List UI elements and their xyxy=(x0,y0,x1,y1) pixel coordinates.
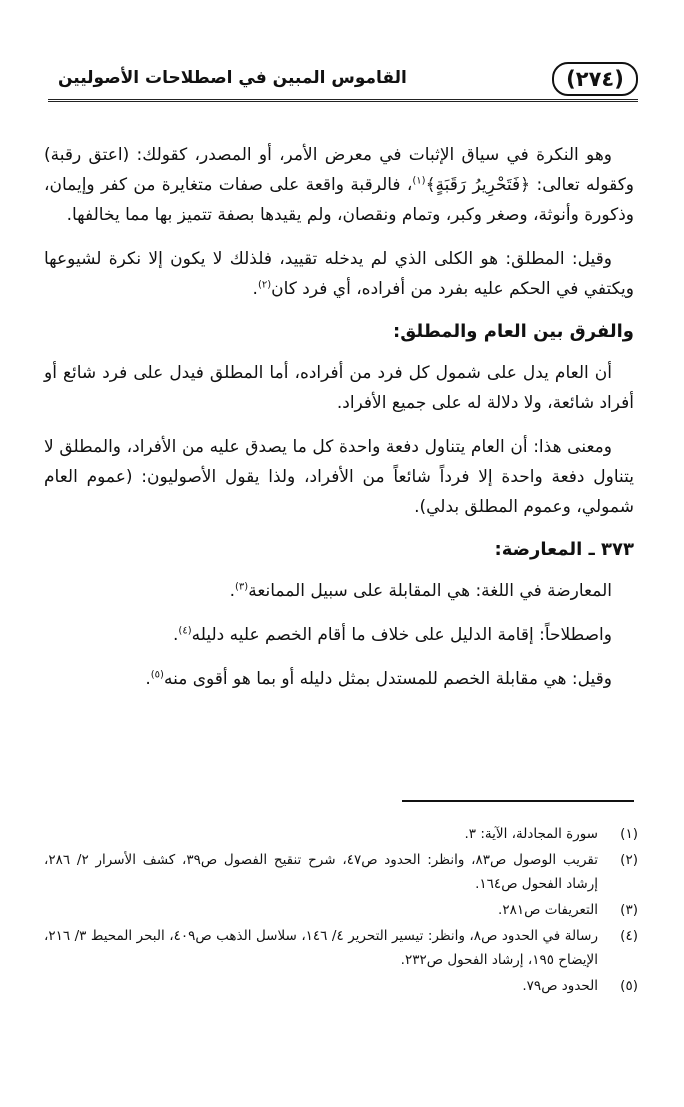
footnote-text: الحدود ص٧٩. xyxy=(522,978,598,994)
footnote-number: (٣) xyxy=(620,902,638,918)
footnote-item xyxy=(44,822,638,846)
footnote-text: تقريب الوصول ص٨٣، وانظر: الحدود ص٤٧، شرح تنقيح الفصول ص٣٩، كشف الأسرار ٢/ ٢٨٦، إرشاد الفحول ص١٦٤. xyxy=(44,852,598,892)
footnote-item xyxy=(44,898,638,922)
footnote-ref-4[interactable]: (٤) xyxy=(178,625,192,637)
footnote-ref-3[interactable]: (٣) xyxy=(235,581,249,593)
paragraph-1: وهو النكرة في سياق الإثبات في معرض الأمر، أو المصدر، كقولك: (اعتق رقبة) وكقوله تعالى: ﴿فَتَحْرِيرُ رَقَبَةٍ﴾$^{(١)}$، فالرقبة واقعة على صفات متغايرة من كفر وإيمان، وذكورة وأنوثة، وصغر وكبر، وتمام ونقصان، ولم يقيدها بصفة تتميز بها مما يخالفها. xyxy=(44,145,634,225)
footnote-text: سورة المجادلة، الآية: ٣. xyxy=(464,826,598,842)
page-number-badge: (٢٧٤) xyxy=(552,62,638,96)
footnote-item xyxy=(44,924,638,972)
header-rule xyxy=(48,99,638,102)
footnote-number: (١) xyxy=(620,826,638,842)
paragraph-5: المعارضة في اللغة: هي المقابلة على سبيل الممانعة$^{(٣)}$. xyxy=(229,581,612,601)
footnote-item xyxy=(44,848,638,896)
footnotes-separator xyxy=(402,800,634,802)
footnote-number: (٤) xyxy=(620,928,638,944)
paragraph-3: أن العام يدل على شمول كل فرد من أفراده، أما المطلق فيدل على فرد شائع أو أفراد شائعة، ولا دلالة له على جميع الأفراد. xyxy=(44,363,634,413)
main-text xyxy=(44,140,634,708)
section-heading-muarada: ٣٧٣ ـ المعارضة: xyxy=(494,539,634,560)
footnote-number: (٢) xyxy=(620,852,638,868)
running-title: القاموس المبين في اصطلاحات الأصوليين xyxy=(58,68,407,88)
paragraph-7: وقيل: هي مقابلة الخصم للمستدل بمثل دليله أو بما هو أقوى منه$^{(٥)}$. xyxy=(145,669,612,689)
footnote-text: التعريفات ص٢٨١. xyxy=(498,902,598,918)
footnote-ref-2[interactable]: (٢) xyxy=(257,279,272,291)
footnote-item xyxy=(44,974,638,998)
paragraph-6: واصطلاحاً: إقامة الدليل على خلاف ما أقام الخصم عليه دليله$^{(٤)}$. xyxy=(173,625,612,645)
footnote-text: رسالة في الحدود ص٨، وانظر: تيسير التحرير ٤/ ١٤٦، سلاسل الذهب ص٤٠٩، البحر المحيط ٣/ ٢١٦، الإيضاح ١٩٥، إرشاد الفحول ص٢٣٢. xyxy=(44,928,599,968)
page-header xyxy=(48,62,638,102)
footnote-ref-5[interactable]: (٥) xyxy=(150,669,164,681)
paragraph-2: وقيل: المطلق: هو الكلى الذي لم يدخله تقييد، فلذلك لا يكون إلا نكرة لشيوعها ويكتفي في الحكم عليه بفرد من أفراده، أي فرد كان$^{(٢)}$. xyxy=(44,249,634,299)
footnotes xyxy=(44,822,638,1000)
section-heading-difference: والفرق بين العام والمطلق: xyxy=(393,321,634,342)
footnote-number: (٥) xyxy=(620,978,638,994)
paragraph-4: ومعنى هذا: أن العام يتناول دفعة واحدة كل ما يصدق عليه من الأفراد، والمطلق لا يتناول دفعة واحدة إلا فرداً شائعاً من الأفراد، ولذا يقول الأصوليون: (عموم العام شمولي، وعموم المطلق بدلي). xyxy=(44,437,634,517)
footnote-ref-1[interactable]: (١) xyxy=(412,175,426,187)
